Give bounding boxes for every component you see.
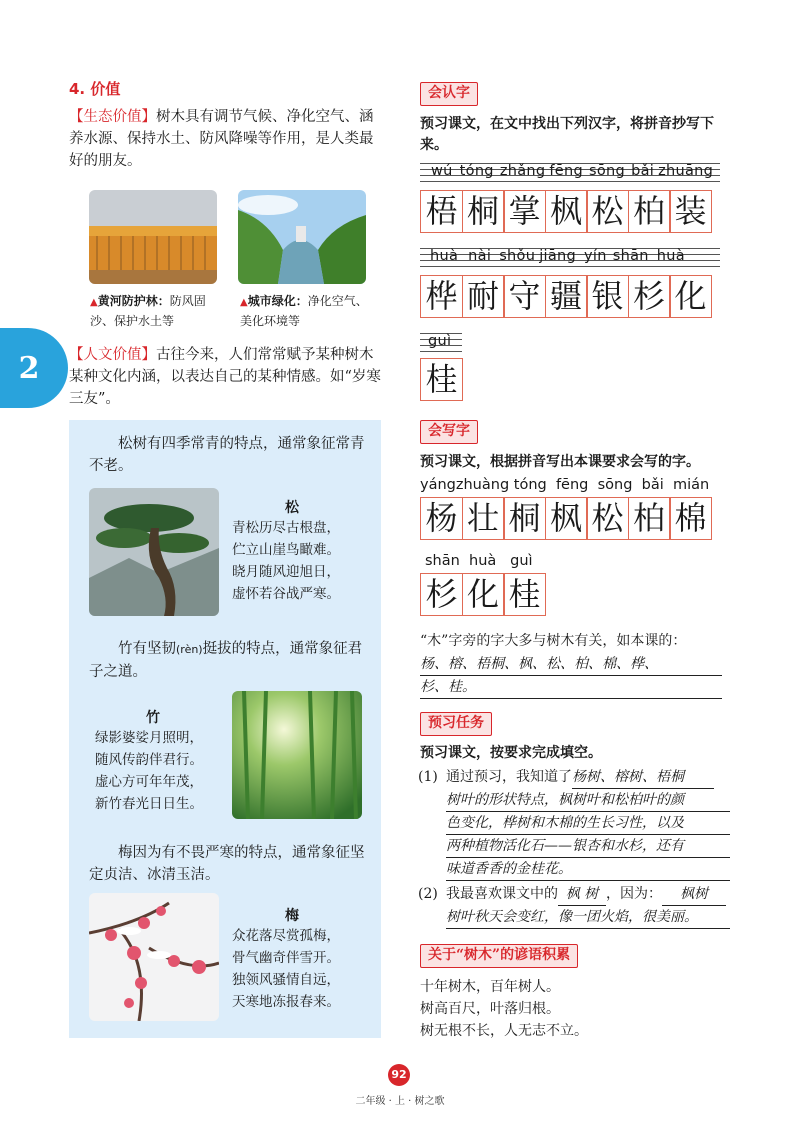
page-number-badge: 92 <box>388 1064 410 1086</box>
poem-line: 晓月随风迎旭日， <box>232 564 340 580</box>
char-cell: 桐 <box>503 497 546 540</box>
eco-value-text: 树木具有调节气候、净化空气、涵养水源、保持水土、防风降噪等作用，是人类最好的朋友。 <box>69 109 374 169</box>
pinyin: guì <box>428 333 452 349</box>
question-1-number: (1) <box>418 769 438 785</box>
char-grid-row <box>420 275 711 318</box>
caption-desc: 净化空气、美化环境等 <box>240 294 368 328</box>
poem-line: 新竹春光日日生。 <box>95 796 203 812</box>
bamboo-photo <box>232 691 362 819</box>
char-cell: 耐 <box>462 275 505 318</box>
answer-line: 枫树 <box>662 883 726 906</box>
char-cell: 棉 <box>669 497 712 540</box>
pinyin-row <box>420 330 462 352</box>
pinyin: huà <box>656 248 685 264</box>
bamboo-poem <box>95 727 203 815</box>
write-instruction: 预习课文，根据拼音写出本课要求会写的字。 <box>420 454 700 470</box>
poem-line: 独领风骚情自远， <box>232 972 340 988</box>
culture-value-text: 古往今来，人们常常赋予某种树木某种文化内涵，以表达自己的某种情感。如“岁寒三友”。 <box>69 347 381 407</box>
poem-line: 虚怀若谷战严寒。 <box>232 586 340 602</box>
char-cell: 桐 <box>462 190 505 233</box>
preview-task-label: 预习任务 <box>420 712 492 736</box>
bamboo-intro-pinyin: (rèn) <box>176 643 203 656</box>
char-cell: 杉 <box>420 573 463 616</box>
pinyin: zhǎng <box>499 163 546 179</box>
char-grid-row <box>420 190 711 233</box>
answer-line: 树叶的形状特点，枫树叶和松柏叶的颜 <box>446 789 730 812</box>
pine-intro: 松树有四季常青的特点，通常象征常青不老。 <box>89 436 365 474</box>
plum-poem <box>232 925 340 1013</box>
pinyin: fēng <box>555 477 589 493</box>
pinyin: tóng <box>513 477 547 493</box>
answer-blank: 枫 树 <box>558 883 606 906</box>
char-grid-row <box>420 497 711 540</box>
pinyin: guì <box>510 553 533 569</box>
proverbs-list <box>420 976 588 1042</box>
answer-line: 色变化，桦树和木棉的生长习性，以及 <box>446 812 730 835</box>
question-text: 我最喜欢课文中的 <box>446 886 558 902</box>
bamboo-intro-b: 挺拔的特点，通常象征君子之道。 <box>89 641 363 680</box>
char-cell: 枫 <box>545 497 588 540</box>
poem-line: 虚心方可年年茂， <box>95 774 203 790</box>
poem-line: 伫立山崖鸟瞰难。 <box>232 542 340 558</box>
char-cell: 梧 <box>420 190 463 233</box>
bamboo-intro-a: 竹有坚韧 <box>118 641 176 657</box>
char-grid-row <box>420 358 462 401</box>
poem-line: 天寒地冻报春来。 <box>232 994 340 1010</box>
radical-note: “木”字旁的字大多与树木有关，如本课的： <box>420 633 687 649</box>
bamboo-intro <box>89 638 373 683</box>
answer-line: 杨树、榕树、梧桐 <box>572 766 714 789</box>
pine-poem <box>232 517 340 605</box>
answer-line: 味道香香的金桂花。 <box>446 858 730 881</box>
pinyin: shǒu <box>499 248 536 264</box>
pinyin: sōng <box>589 163 626 179</box>
plum-poem-title: 梅 <box>285 908 299 924</box>
pinyin: bǎi <box>641 477 664 493</box>
char-cell: 桦 <box>420 275 463 318</box>
proverb-line: 十年树木，百年树人。 <box>420 979 560 995</box>
recognize-chars-label: 会认字 <box>420 82 478 106</box>
radical-answer-line: 杨、榕、梧桐、枫、松、柏、棉、桦、 <box>420 653 722 676</box>
shelterbelt-photo <box>89 190 217 284</box>
chapter-tab-badge: 2 <box>0 328 68 408</box>
section-heading: 4. 价值 <box>69 80 121 98</box>
question-2-number: (2) <box>418 886 438 902</box>
char-cell: 柏 <box>628 190 671 233</box>
radical-answer-line: 杉、桂。 <box>420 676 722 699</box>
char-cell: 化 <box>669 275 712 318</box>
pinyin: zhuāng <box>658 163 714 179</box>
pinyin: zhuàng <box>455 477 510 493</box>
char-cell: 松 <box>586 190 629 233</box>
question-text: 通过预习，我知道了 <box>446 769 572 785</box>
pinyin-row <box>420 475 709 495</box>
poem-line: 青松历尽古根盘， <box>232 520 340 536</box>
write-chars-label: 会写字 <box>420 420 478 444</box>
answer-line: 树叶秋天会变红，像一团火焰，很美丽。 <box>446 906 730 929</box>
poem-line: 绿影婆娑月照明， <box>95 730 203 746</box>
recognize-instruction: 预习课文，在文中找出下列汉字，将拼音抄写下来。 <box>420 116 714 153</box>
pinyin: yáng <box>420 477 456 493</box>
pinyin: wú <box>431 163 453 179</box>
pinyin-row <box>420 245 720 267</box>
question-2 <box>446 883 726 906</box>
char-cell: 疆 <box>545 275 588 318</box>
pinyin: shān <box>425 553 460 569</box>
pinyin-row <box>425 551 533 571</box>
eco-value-tag: 【生态价值】 <box>69 109 156 125</box>
proverbs-label: 关于“树木”的谚语积累 <box>420 944 578 968</box>
char-cell: 壮 <box>462 497 505 540</box>
plum-intro: 梅因为有不畏严寒的特点，通常象征坚定贞洁、冰清玉洁。 <box>89 845 365 883</box>
pine-photo <box>89 488 219 616</box>
task-instruction: 预习课文，按要求完成填空。 <box>420 745 602 761</box>
char-cell: 银 <box>586 275 629 318</box>
proverb-line: 树无根不长，人无志不立。 <box>420 1023 588 1039</box>
char-cell: 桂 <box>503 573 546 616</box>
book-footer: 二年级 · 上 · 树之歌 <box>355 1096 445 1107</box>
culture-value-paragraph <box>69 344 387 410</box>
poem-line: 随风传韵伴君行。 <box>95 752 203 768</box>
pinyin: tóng <box>459 163 494 179</box>
char-cell: 杉 <box>628 275 671 318</box>
pinyin: bǎi <box>631 163 655 179</box>
caption-title: 黄河防护林： <box>97 294 170 308</box>
char-cell: 装 <box>669 190 712 233</box>
triangle-icon: ▲ <box>90 297 98 308</box>
char-cell: 枫 <box>545 190 588 233</box>
char-cell: 守 <box>503 275 546 318</box>
pinyin: mián <box>672 477 710 493</box>
city-greening-photo <box>238 190 366 284</box>
pinyin: huà <box>469 553 497 569</box>
pinyin-row <box>420 160 720 182</box>
bamboo-poem-title: 竹 <box>146 710 160 726</box>
pinyin: huà <box>430 248 459 264</box>
poem-line: 众花落尽赏孤梅， <box>232 928 340 944</box>
poem-line: 骨气幽奇伴雪开。 <box>232 950 340 966</box>
eco-value-paragraph <box>69 106 387 172</box>
caption-title: 城市绿化： <box>247 294 308 308</box>
pinyin: fēng <box>549 163 584 179</box>
pine-poem-title: 松 <box>285 500 299 516</box>
pinyin: nài <box>468 248 492 264</box>
char-cell: 桂 <box>420 358 463 401</box>
pinyin: shān <box>612 248 649 264</box>
shelterbelt-caption <box>90 292 220 330</box>
char-grid-row <box>420 573 545 616</box>
char-cell: 杨 <box>420 497 463 540</box>
culture-value-tag: 【人文价值】 <box>69 347 156 363</box>
pinyin: sōng <box>597 477 633 493</box>
char-cell: 松 <box>586 497 629 540</box>
char-cell: 化 <box>462 573 505 616</box>
plum-photo <box>89 893 219 1021</box>
char-cell: 柏 <box>628 497 671 540</box>
question-text: ，因为： <box>606 886 662 902</box>
triangle-icon: ▲ <box>240 297 248 308</box>
proverb-line: 树高百尺，叶落归根。 <box>420 1001 560 1017</box>
char-cell: 掌 <box>503 190 546 233</box>
city-greening-caption <box>240 292 370 330</box>
answer-line: 两种植物活化石——银杏和水杉，还有 <box>446 835 730 858</box>
pinyin: jiāng <box>539 248 577 264</box>
pinyin: yín <box>584 248 607 264</box>
question-1 <box>446 766 714 789</box>
caption-desc: 防风固沙、保护水土等 <box>90 294 206 328</box>
